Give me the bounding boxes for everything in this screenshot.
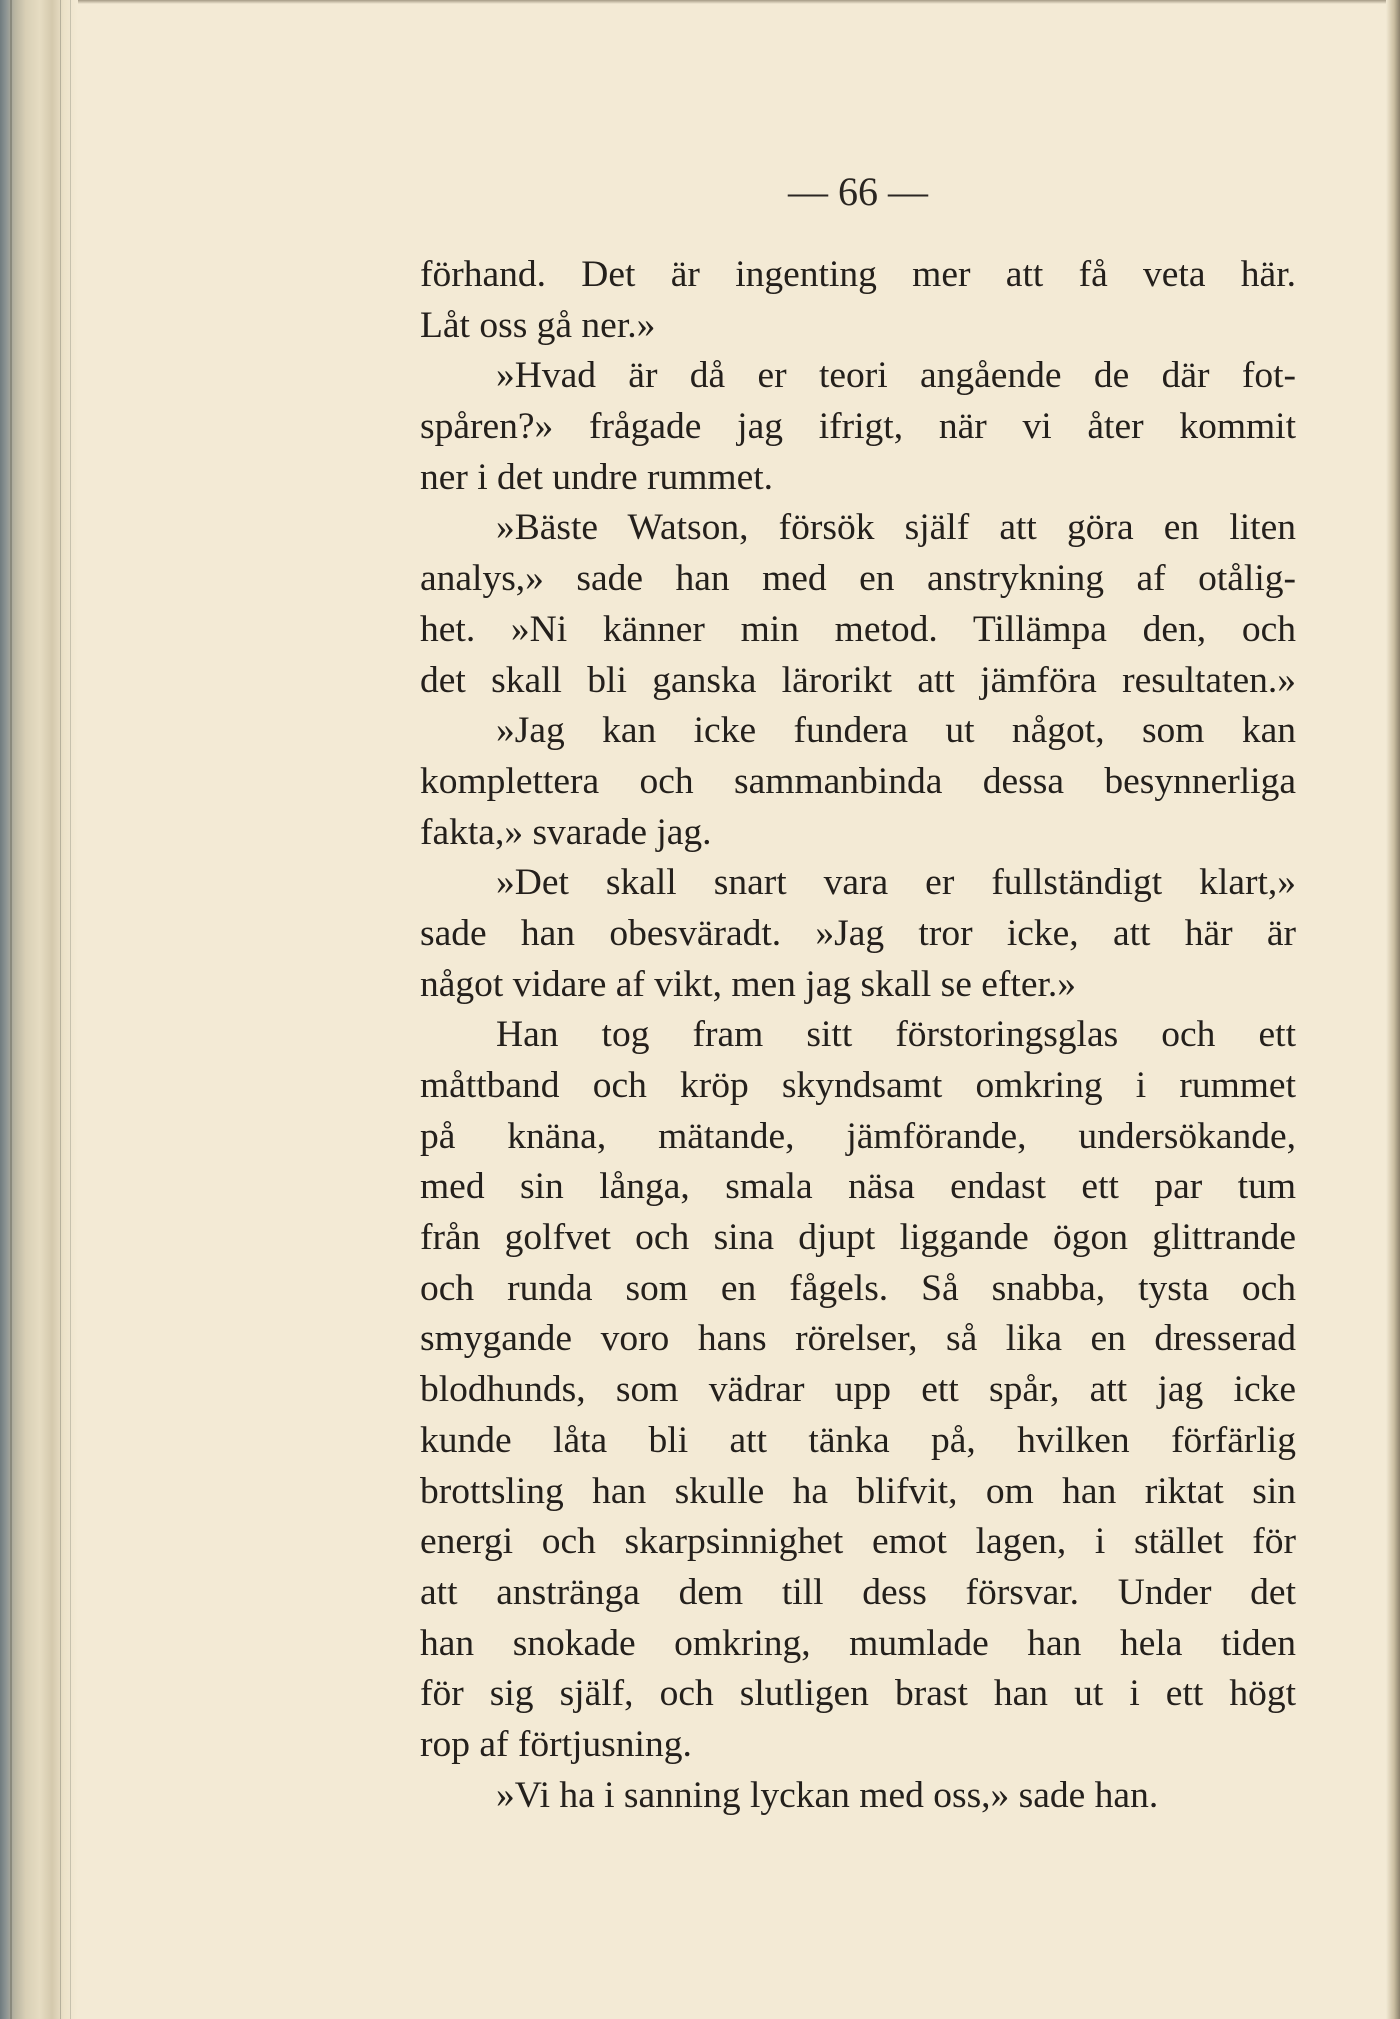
book-binding-edge — [0, 0, 78, 2019]
text-line: Låt oss gå ner.» — [420, 304, 656, 346]
page-top-edge — [78, 0, 1386, 4]
text-line: måttband och kröp skyndsamt omkring i rummet — [420, 1065, 1296, 1106]
page-number: — 66 — — [788, 169, 928, 214]
body-text — [420, 250, 1296, 1821]
text-line: från golfvet och sina djupt liggande ögon glittrande — [420, 1217, 1296, 1259]
text-line: blodhunds, som vädrar upp ett spår, att jag icke — [420, 1369, 1296, 1411]
text-line: analys,» sade han med en anstrykning af otålig- — [420, 558, 1296, 600]
text-line: »Jag kan icke fundera ut något, som kan — [496, 710, 1296, 752]
page-right-edge — [1386, 0, 1400, 2019]
text-line: brottsling han skulle ha blifvit, om han riktat sin — [420, 1470, 1296, 1512]
text-line: fakta,» svarade jag. — [420, 811, 712, 853]
binding-line — [70, 0, 71, 2019]
text-line: »Hvad är då er teori angående de där fot- — [496, 355, 1296, 397]
text-line: något vidare af vikt, men jag skall se efter.» — [420, 963, 1077, 1005]
text-line: spåren?» frågade jag ifrigt, när vi åter kommit — [420, 406, 1296, 448]
binding-line — [60, 0, 61, 2019]
text-line: på knäna, mätande, jämförande, undersökande, — [420, 1115, 1296, 1157]
text-line: energi och skarpsinnighet emot lagen, i stället för — [420, 1521, 1296, 1563]
binding-line — [10, 0, 12, 2019]
text-line: smygande voro hans rörelser, så lika en dresserad — [420, 1318, 1296, 1360]
text-line: för sig själf, och slutligen brast han ut i ett högt — [420, 1673, 1296, 1715]
text-line: att anstränga dem till dess försvar. Under det — [420, 1571, 1296, 1613]
text-line: kunde låta bli att tänka på, hvilken förfärlig — [420, 1419, 1296, 1461]
text-line: het. »Ni känner min metod. Tillämpa den, och — [420, 608, 1296, 650]
text-line: sade han obesväradt. »Jag tror icke, att här är — [420, 912, 1296, 954]
text-line: och runda som en fågels. Så snabba, tysta och — [420, 1267, 1296, 1309]
text-line: Han tog fram sitt förstoringsglas och ett — [496, 1014, 1296, 1056]
text-line: rop af förtjusning. — [420, 1723, 692, 1765]
text-line: »Bäste Watson, försök själf att göra en liten — [496, 507, 1296, 549]
text-line: med sin långa, smala näsa endast ett par tum — [420, 1166, 1296, 1208]
text-line: ner i det undre rummet. — [420, 456, 774, 498]
text-line: »Det skall snart vara er fullständigt klart,» — [496, 862, 1296, 904]
text-line: förhand. Det är ingenting mer att få veta här. — [420, 254, 1296, 295]
text-line: komplettera och sammanbinda dessa besynnerliga — [420, 760, 1296, 802]
text-line: det skall bli ganska lärorikt att jämföra resultaten.» — [420, 659, 1296, 701]
text-line: han snokade omkring, mumlade han hela tiden — [420, 1622, 1296, 1664]
text-line: »Vi ha i sanning lyckan med oss,» sade han. — [496, 1774, 1159, 1816]
